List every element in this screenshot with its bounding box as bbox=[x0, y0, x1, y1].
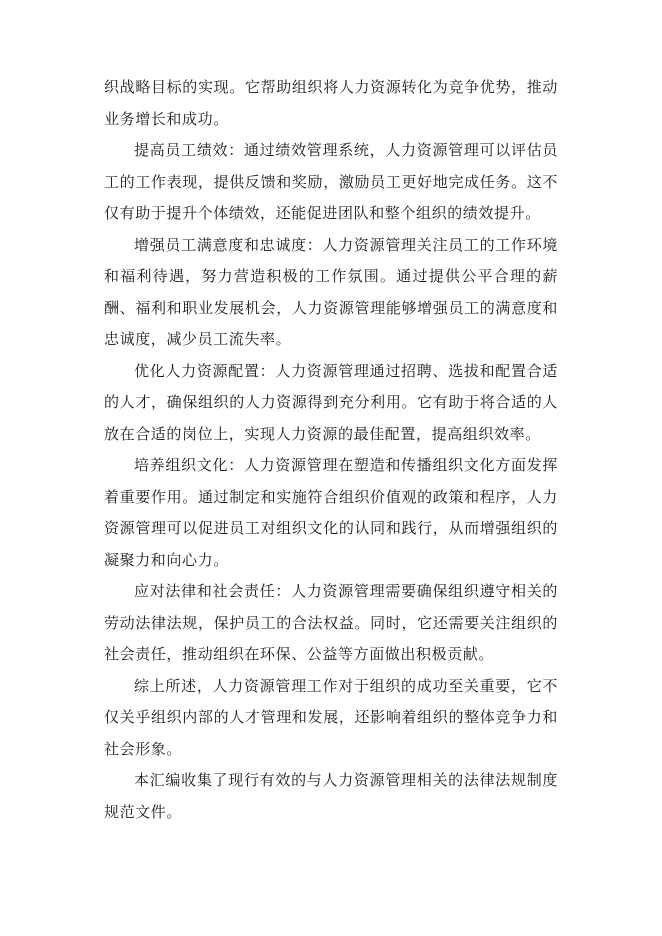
paragraph-legal-social-responsibility: 应对法律和社会责任：人力资源管理需要确保组织遵守相关的劳动法律法规，保护员工的合法权益。同时，它还需要关注组织的社会责任，推动组织在环保、公益等方面做出积极贡献。 bbox=[104, 582, 558, 663]
document-body bbox=[104, 72, 558, 828]
paragraph-organizational-culture: 培养组织文化：人力资源管理在塑造和传播组织文化方面发挥着重要作用。通过制定和实施符合组织价值观的政策和程序，人力资源管理可以促进员工对组织文化的认同和践行，从而增强组织的凝聚力和向心力。 bbox=[104, 456, 558, 569]
paragraph-continuation: 织战略目标的实现。它帮助组织将人力资源转化为竞争优势，推动业务增长和成功。 bbox=[104, 78, 558, 128]
paragraph-compilation-note: 本汇编收集了现行有效的与人力资源管理相关的法律法规制度规范文件。 bbox=[104, 771, 558, 821]
paragraph-resource-allocation: 优化人力资源配置：人力资源管理通过招聘、选拔和配置合适的人才，确保组织的人力资源得到充分利用。它有助于将合适的人放在合适的岗位上，实现人力资源的最佳配置，提高组织效率。 bbox=[104, 361, 558, 443]
paragraph-summary: 综上所述，人力资源管理工作对于组织的成功至关重要，它不仅关乎组织内部的人才管理和发展，还影响着组织的整体竞争力和社会形象。 bbox=[104, 676, 558, 758]
paragraph-employee-performance: 提高员工绩效：通过绩效管理系统，人力资源管理可以评估员工的工作表现，提供反馈和奖励，激励员工更好地完成任务。这不仅有助于提升个体绩效，还能促进团队和整个组织的绩效提升。 bbox=[104, 141, 558, 222]
paragraph-employee-satisfaction: 增强员工满意度和忠诚度：人力资源管理关注员工的工作环境和福利待遇，努力营造积极的工作氛围。通过提供公平合理的薪酬、福利和职业发展机会，人力资源管理能够增强员工的满意度和忠诚度，减少员工流失率。 bbox=[104, 235, 558, 348]
